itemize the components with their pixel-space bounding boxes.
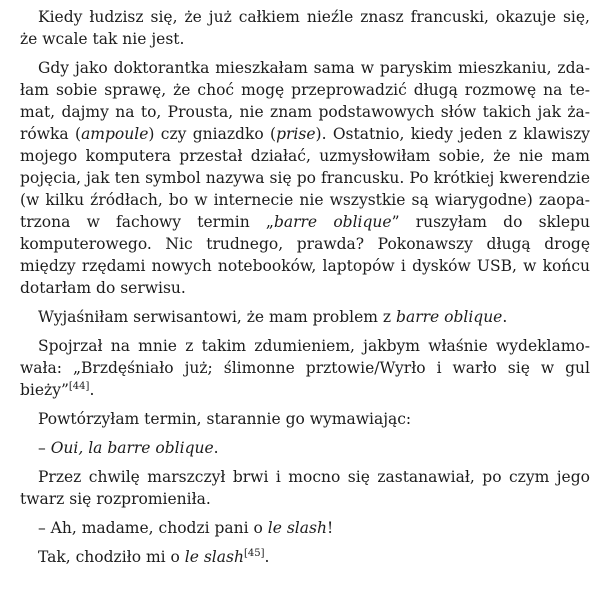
text-run: ! bbox=[326, 519, 334, 537]
text-run: Gdy jako doktorantka mieszkałam sama w paryskim mieszkaniu, zdałam sobie sprawę, że choć mogę przeprowadzić długą rozmowę na temat, dajmy na to, Prousta, nie znam podstawowych słów takich jak żarówka ( bbox=[20, 59, 590, 143]
italic-text: le slash bbox=[184, 548, 244, 566]
text-run: Tak, chodziło mi o bbox=[38, 548, 185, 566]
text-run: ). Ostatnio, kiedy jeden z klawiszy mojego komputera przestał działać, uzmysłowiłam sobie, że nie mam pojęcia, jak ten symbol nazywa się po francusku. Po krótkiej kwerendzie (w kilku źródłach, bo w internecie nie wszystkie są wiarygodne) zaopatrzona w fachowy termin „ bbox=[20, 125, 590, 231]
text-run: . bbox=[213, 439, 219, 457]
paragraph bbox=[20, 466, 590, 510]
paragraph bbox=[20, 517, 590, 539]
text-run: Przez chwilę marszczył brwi i mocno się zastanawiał, po czym jego twarz się rozpromieniła. bbox=[20, 468, 590, 508]
text-run: Wyjaśniłam serwisantowi, że mam problem z bbox=[38, 308, 397, 326]
italic-text: barre oblique bbox=[273, 213, 392, 231]
text-run: ” ruszyłam do sklepu komputerowego. Nic trudnego, prawda? Pokonawszy długą drogę między rzędami nowych notebooków, laptopów i dysków USB, w końcu dotarłam do serwisu. bbox=[20, 213, 591, 297]
footnote-ref: [44] bbox=[68, 380, 90, 392]
footnote-ref: [45] bbox=[243, 547, 265, 559]
body-text bbox=[20, 6, 590, 568]
text-run: Powtórzyłam termin, starannie go wymawiając: bbox=[38, 410, 412, 428]
paragraph bbox=[20, 546, 590, 568]
italic-text: ampoule bbox=[81, 125, 149, 143]
text-run: – bbox=[38, 439, 51, 457]
paragraph bbox=[20, 57, 590, 299]
paragraph bbox=[20, 408, 590, 430]
text-run: . bbox=[89, 381, 95, 399]
paragraph bbox=[20, 306, 590, 328]
italic-text: barre oblique bbox=[396, 308, 503, 326]
italic-text: Oui, la barre oblique bbox=[50, 439, 214, 457]
paragraph bbox=[20, 335, 590, 401]
italic-text: le slash bbox=[267, 519, 327, 537]
paragraph bbox=[20, 6, 590, 50]
text-run: . bbox=[264, 548, 270, 566]
italic-text: prise bbox=[276, 125, 316, 143]
text-run: . bbox=[502, 308, 508, 326]
paragraph bbox=[20, 437, 590, 459]
text-run: Kiedy łudzisz się, że już całkiem nieźle znasz francuski, okazuje się, że wcale tak nie jest. bbox=[20, 8, 590, 48]
text-run: ) czy gniazdko ( bbox=[148, 125, 277, 143]
text-run: Spojrzał na mnie z takim zdumieniem, jakbym właśnie wydeklamowała: „Brzdęśniało już; ślimonne prztowie/Wyrło i warło się w gul bieży” bbox=[20, 337, 590, 399]
text-run: – Ah, madame, chodzi pani o bbox=[38, 519, 268, 537]
